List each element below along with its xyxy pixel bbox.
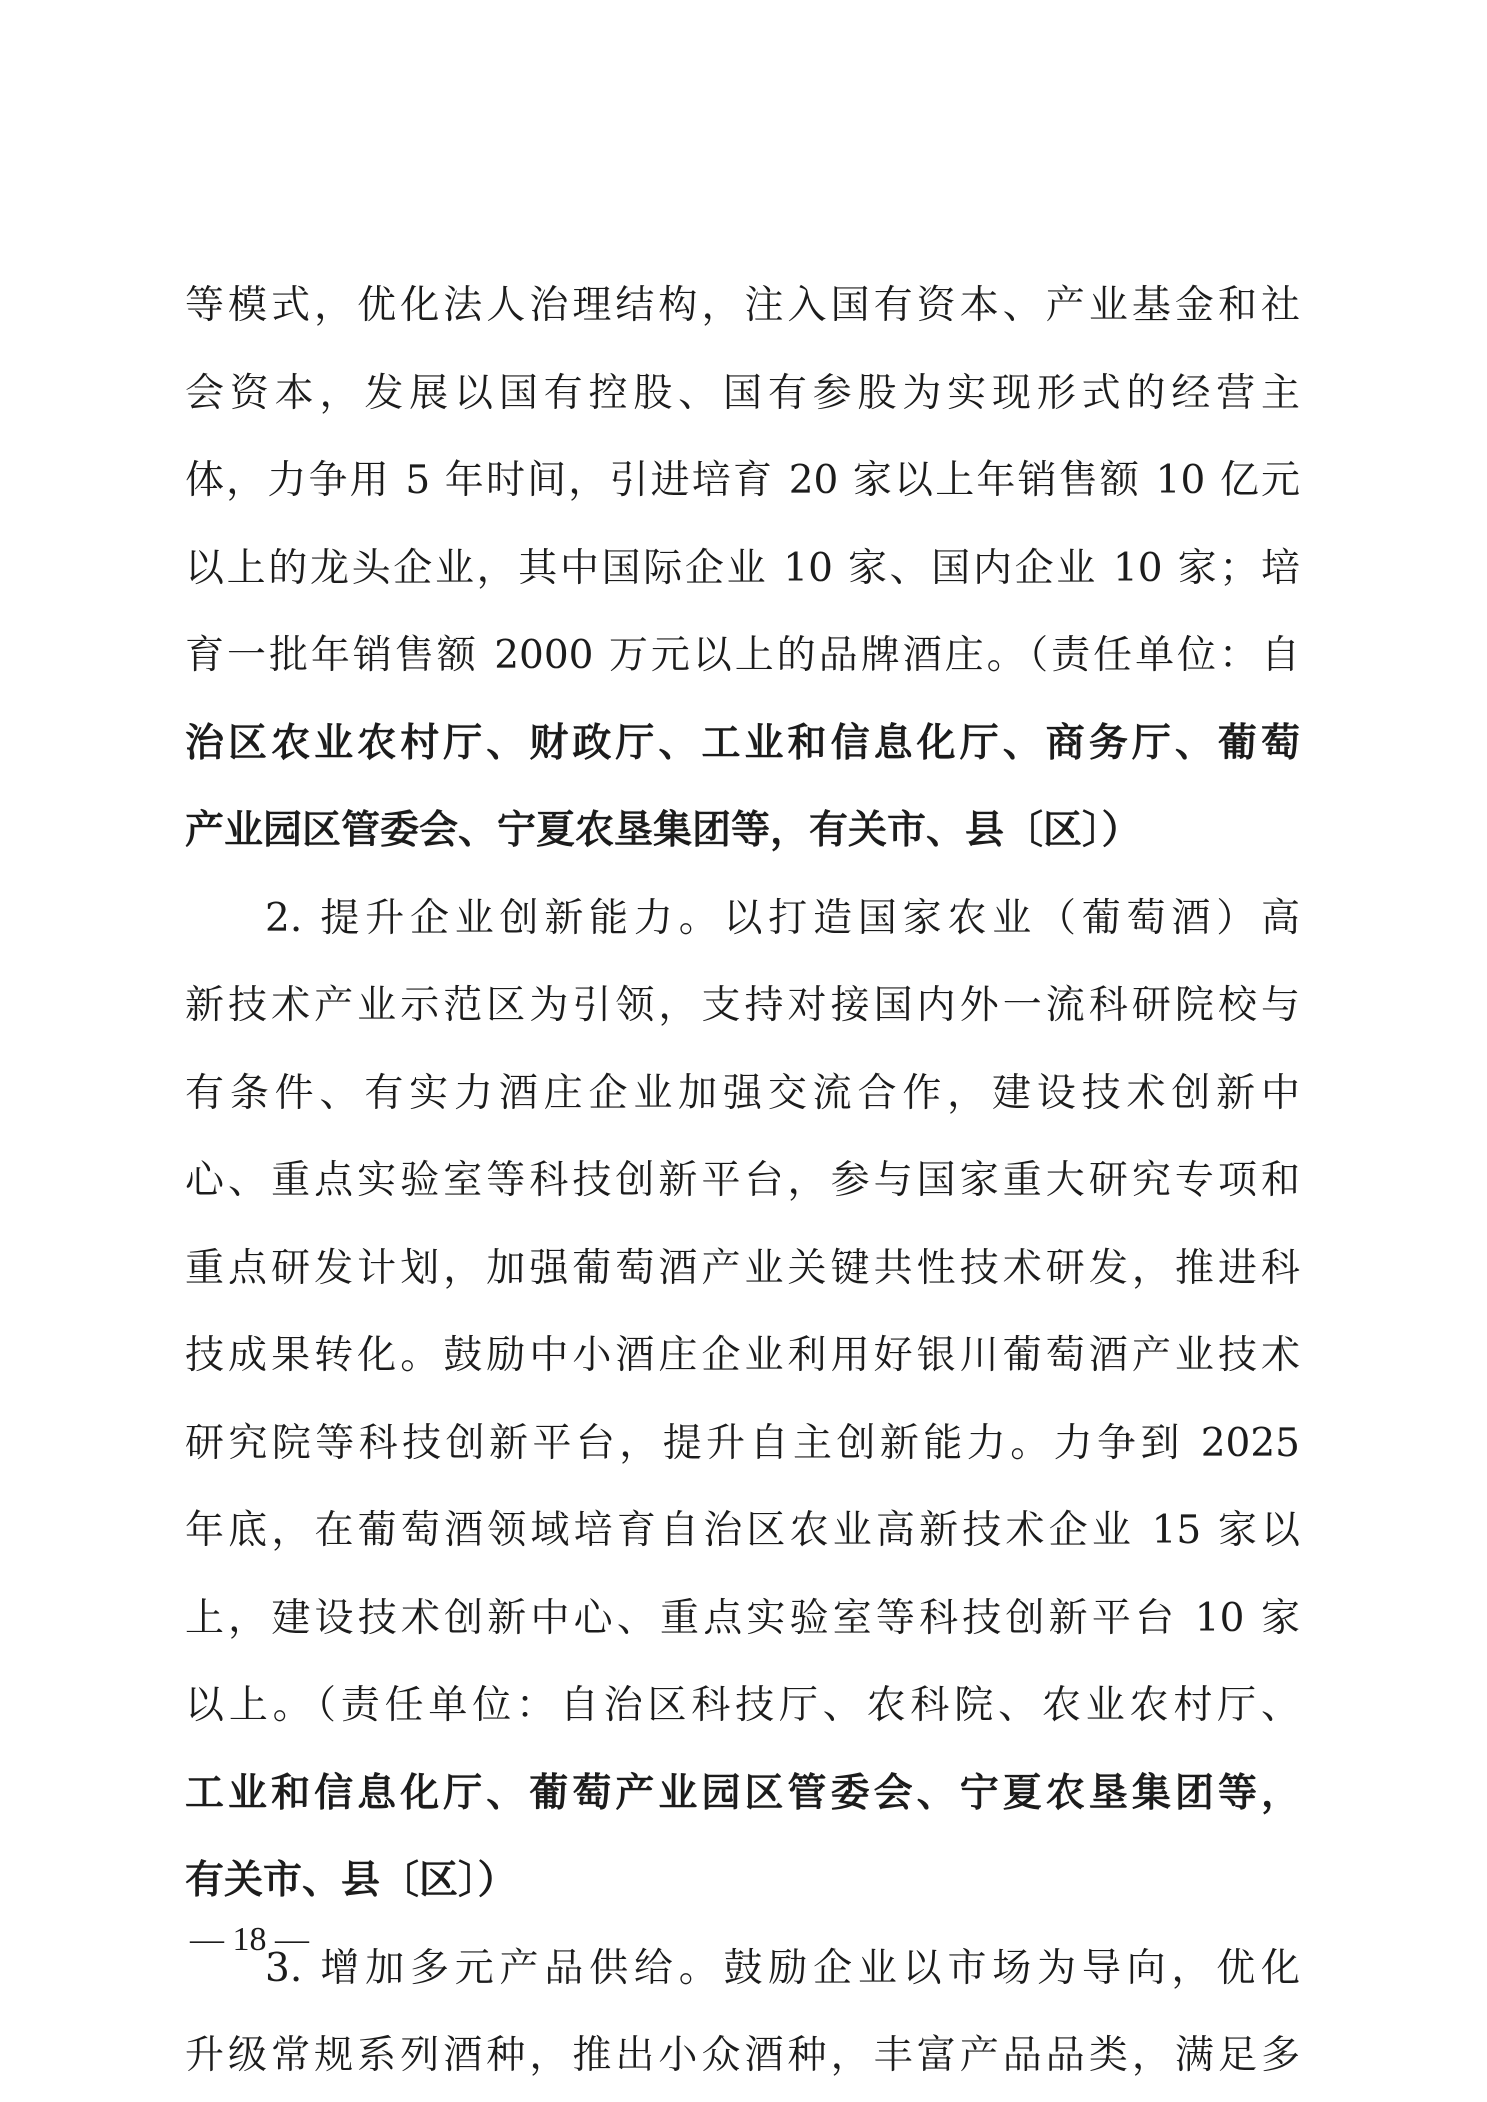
text-line: 研究院等科技创新平台，提升自主创新能力。力争到 2025 bbox=[185, 1420, 1300, 1466]
responsible-units-line: 有关市、县〔区〕） bbox=[185, 1857, 517, 1903]
text-line: 育一批年销售额 2000 万元以上的品牌酒庄。（责任单位：自 bbox=[185, 633, 1300, 678]
responsible-units-line: 产业园区管委会、宁夏农垦集团等，有关市、县〔区〕） bbox=[185, 807, 1141, 853]
text-line: 心、重点实验室等科技创新平台，参与国家重大研究专项和 bbox=[185, 1158, 1300, 1203]
section-heading-line: 3. 增加多元产品供给。鼓励企业以市场为导向，优化 bbox=[265, 1945, 1300, 1991]
responsible-units-line: 工业和信息化厅、葡萄产业园区管委会、宁夏农垦集团等， bbox=[185, 1769, 1300, 1816]
text-line: 技成果转化。鼓励中小酒庄企业利用好银川葡萄酒产业技术 bbox=[185, 1333, 1300, 1378]
text-line: 年底，在葡萄酒领域培育自治区农业高新技术企业 15 家以 bbox=[185, 1508, 1300, 1553]
responsible-units-line: 治区农业农村厅、财政厅、工业和信息化厅、商务厅、葡萄 bbox=[185, 719, 1300, 766]
text-line: 体，力争用 5 年时间，引进培育 20 家以上年销售额 10 亿元 bbox=[185, 458, 1300, 503]
text-line: 重点研发计划，加强葡萄酒产业关键共性技术研发，推进科 bbox=[185, 1245, 1300, 1291]
text-line: 升级常规系列酒种，推出小众酒种，丰富产品品类，满足多 bbox=[185, 2033, 1300, 2078]
text-line: 以上的龙头企业，其中国际企业 10 家、国内企业 10 家；培 bbox=[185, 545, 1300, 591]
text-line: 有条件、有实力酒庄企业加强交流合作，建设技术创新中 bbox=[185, 1070, 1300, 1116]
section-heading-line: 2. 提升企业创新能力。以打造国家农业（葡萄酒）高 bbox=[265, 895, 1300, 941]
page-number: — 18 — bbox=[190, 1921, 309, 1958]
body-text bbox=[185, 262, 1300, 2100]
text-line: 会资本，发展以国有控股、国有参股为实现形式的经营主 bbox=[185, 370, 1300, 416]
text-line: 等模式，优化法人治理结构，注入国有资本、产业基金和社 bbox=[185, 283, 1300, 328]
text-line: 新技术产业示范区为引领，支持对接国内外一流科研院校与 bbox=[185, 983, 1300, 1028]
text-line: 上，建设技术创新中心、重点实验室等科技创新平台 10 家 bbox=[185, 1595, 1300, 1641]
text-line: 以上。（责任单位：自治区科技厅、农科院、农业农村厅、 bbox=[185, 1683, 1300, 1728]
